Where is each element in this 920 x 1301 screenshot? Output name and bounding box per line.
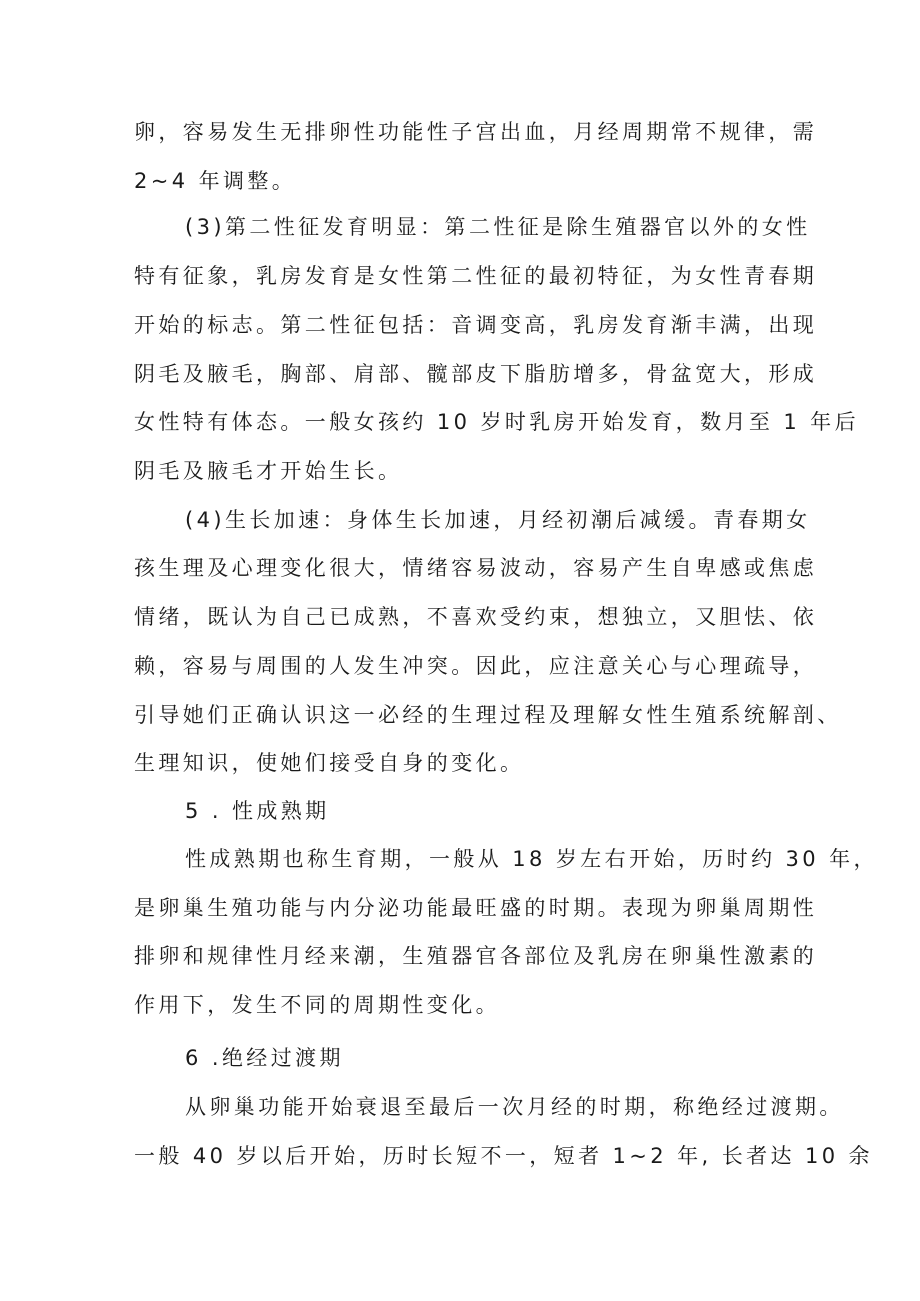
paragraph-line: 卵，容易发生无排卵性功能性子宫出血，月经周期常不规律，需 xyxy=(134,120,818,144)
section-heading-5: 5 . 性成熟期 xyxy=(185,799,330,823)
paragraph-line: 开始的标志。第二性征包括：音调变高，乳房发育渐丰满，出现 xyxy=(134,313,818,337)
paragraph-line: 引导她们正确认识这一必经的生理过程及理解女性生殖系统解剖、 xyxy=(134,703,842,727)
paragraph-line: 赖，容易与周围的人发生冲突。因此，应注意关心与心理疏导， xyxy=(134,654,818,678)
paragraph-first-line: 从卵巢功能开始衰退至最后一次月经的时期，称绝经过渡期。 xyxy=(185,1095,844,1119)
paragraph-line: 作用下，发生不同的周期性变化。 xyxy=(134,993,500,1017)
paragraph-line: 孩生理及心理变化很大，情绪容易波动，容易产生自卑感或焦虑 xyxy=(134,556,818,580)
paragraph-line: 2~4 年调整。 xyxy=(134,169,297,193)
paragraph-line: 排卵和规律性月经来潮，生殖器官各部位及乳房在卵巢性激素的 xyxy=(134,944,818,968)
paragraph-line: 一般 40 岁以后开始，历时长短不一，短者 1~2 年, 长者达 10 余 xyxy=(134,1144,873,1168)
list-item-4-first-line: (4)生长加速：身体生长加速，月经初潮后减缓。青春期女 xyxy=(185,508,811,532)
list-item-3-first-line: (3)第二性征发育明显：第二性征是除生殖器官以外的女性 xyxy=(185,215,811,239)
paragraph-line: 阴毛及腋毛，胸部、肩部、髋部皮下脂肪增多，骨盆宽大，形成 xyxy=(134,362,818,386)
paragraph-line: 情绪，既认为自己已成熟，不喜欢受约束，想独立，又胆怯、依 xyxy=(134,605,818,629)
paragraph-first-line: 性成熟期也称生育期，一般从 18 岁左右开始，历时约 30 年， xyxy=(185,847,878,871)
paragraph-line: 是卵巢生殖功能与内分泌功能最旺盛的时期。表现为卵巢周期性 xyxy=(134,896,818,920)
paragraph-line: 生理知识，使她们接受自身的变化。 xyxy=(134,751,525,775)
paragraph-line: 特有征象，乳房发育是女性第二性征的最初特征，为女性青春期 xyxy=(134,264,818,288)
paragraph-line: 阴毛及腋毛才开始生长。 xyxy=(134,459,403,483)
paragraph-line: 女性特有体态。一般女孩约 10 岁时乳房开始发育，数月至 1 年后 xyxy=(134,410,859,434)
section-heading-6: 6 .绝经过渡期 xyxy=(185,1046,344,1070)
